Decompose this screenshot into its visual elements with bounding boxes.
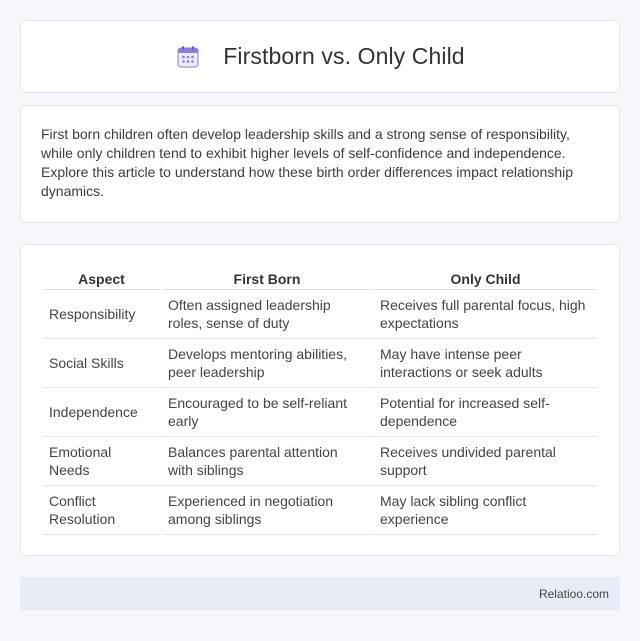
intro-card xyxy=(20,105,620,223)
intro-paragraph: First born children often develop leadership skills and a strong sense of responsibility, while only children tend to exhibit higher levels of self-confidence and independence. Explore this article to understand how these birth order differences impact relationship dynamics. xyxy=(41,126,574,199)
first-born-cell: Often assigned leadership roles, sense of duty xyxy=(162,290,372,339)
aspect-cell: Emotional Needs xyxy=(43,437,160,486)
table-row xyxy=(43,339,597,388)
first-born-cell: Balances parental attention with siblings xyxy=(162,437,372,486)
first-born-cell: Experienced in negotiation among siblings xyxy=(162,486,372,535)
aspect-cell: Independence xyxy=(43,388,160,437)
comparison-table xyxy=(41,265,599,535)
column-header-only-child: Only Child xyxy=(374,265,597,290)
first-born-cell: Encouraged to be self-reliant early xyxy=(162,388,372,437)
column-header-first-born: First Born xyxy=(162,265,372,290)
header-inner xyxy=(175,43,464,70)
calendar-icon xyxy=(175,44,201,70)
table-row xyxy=(43,388,597,437)
table-row xyxy=(43,437,597,486)
only-child-cell: May lack sibling conflict experience xyxy=(374,486,597,535)
table-row xyxy=(43,486,597,535)
only-child-cell: May have intense peer interactions or seek adults xyxy=(374,339,597,388)
comparison-table-card xyxy=(20,244,620,556)
table-header-row xyxy=(43,265,597,290)
only-child-cell: Potential for increased self-dependence xyxy=(374,388,597,437)
table-row xyxy=(43,290,597,339)
page-title: Firstborn vs. Only Child xyxy=(223,43,465,69)
column-header-aspect: Aspect xyxy=(43,265,160,290)
footer-brand[interactable]: Relatioo.com xyxy=(538,586,609,601)
aspect-cell: Conflict Resolution xyxy=(43,486,160,535)
only-child-cell: Receives undivided parental support xyxy=(374,437,597,486)
only-child-cell: Receives full parental focus, high expectations xyxy=(374,290,597,339)
aspect-cell: Responsibility xyxy=(43,290,160,339)
first-born-cell: Develops mentoring abilities, peer leadership xyxy=(162,339,372,388)
aspect-cell: Social Skills xyxy=(43,339,160,388)
header-card xyxy=(20,20,620,93)
footer-bar xyxy=(20,577,620,610)
